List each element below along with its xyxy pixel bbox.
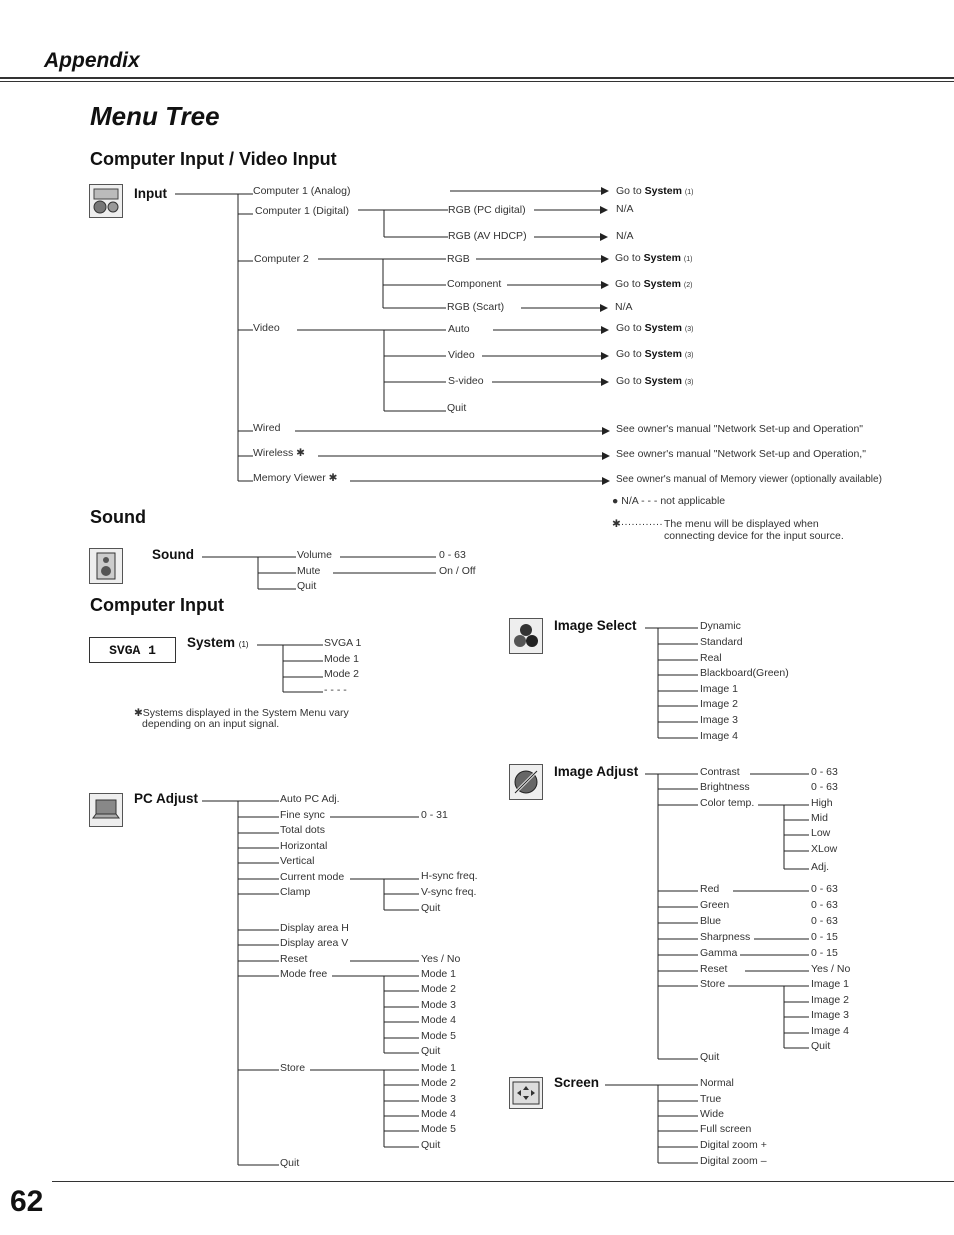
- result-analog: [616, 185, 693, 199]
- sound-menu-label: Sound: [152, 547, 194, 562]
- reset-value: Yes / No: [421, 953, 461, 965]
- contrast-value: 0 - 63: [811, 766, 838, 778]
- pc-adjust-item: Store: [280, 1062, 306, 1074]
- result-video: [616, 348, 693, 362]
- pc-adjust-item: Display area V: [280, 937, 349, 949]
- image-adjust-item: Quit: [700, 1051, 720, 1063]
- image-select-item: Image 2: [700, 698, 738, 710]
- system-label-text: System: [187, 635, 236, 650]
- comp2-sub-scart: RGB (Scart): [447, 301, 505, 313]
- image-select-item: Standard: [700, 636, 743, 648]
- system-display-text: SVGA 1: [109, 642, 156, 658]
- mode-free-sub: Mode 4: [421, 1014, 457, 1026]
- result-svideo-sub: (3): [684, 379, 694, 386]
- screen-menu-label: Screen: [554, 1075, 600, 1090]
- result-rgb-pre: Go to: [615, 252, 644, 264]
- store-sub: Mode 4: [421, 1108, 457, 1120]
- footer-rule: [52, 1181, 954, 1182]
- note-na: ● N/A - - - not applicable: [612, 495, 726, 507]
- result-component-bold: System: [643, 278, 681, 290]
- image-adjust-item: Blue: [700, 915, 722, 927]
- mode-free-sub: Mode 1: [421, 968, 457, 980]
- result-pc-digital: N/A: [616, 203, 634, 215]
- result-svideo: [616, 375, 693, 389]
- current-mode-sub: V-sync freq.: [421, 886, 477, 898]
- pc-adjust-item: Total dots: [280, 824, 325, 836]
- screen-item: Digital zoom –: [700, 1155, 767, 1167]
- digital-sub-pc: RGB (PC digital): [448, 204, 526, 216]
- screen-item: True: [700, 1093, 722, 1105]
- comp2-sub-component: Component: [447, 278, 502, 290]
- pc-adjust-item: Mode free: [280, 968, 328, 980]
- image-select-item: Blackboard(Green): [700, 667, 789, 679]
- result-analog-sub: (1): [684, 189, 694, 196]
- green-value: 0 - 63: [811, 899, 838, 911]
- result-video-bold: System: [644, 348, 682, 360]
- sound-value-mute: On / Off: [439, 565, 476, 577]
- image-store-sub: Image 2: [811, 994, 849, 1006]
- image-store-sub: Image 3: [811, 1009, 849, 1021]
- result-component-pre: Go to: [615, 278, 644, 290]
- result-video-sub: (3): [684, 352, 694, 359]
- system-display-box: [89, 637, 176, 663]
- pc-adjust-label: PC Adjust: [134, 791, 198, 806]
- image-select-item: Image 1: [700, 683, 738, 695]
- store-sub: Quit: [421, 1139, 441, 1151]
- result-auto-sub: (3): [684, 326, 694, 333]
- input-item-memory-viewer: Memory Viewer ✱: [253, 472, 338, 484]
- red-value: 0 - 63: [811, 883, 838, 895]
- note-asterisk-mark: ✱············: [612, 518, 663, 530]
- sound-value-volume: 0 - 63: [439, 549, 466, 561]
- pc-adjust-item: Fine sync: [280, 809, 325, 821]
- input-menu-icon: [89, 184, 123, 218]
- mode-free-sub: Mode 2: [421, 983, 457, 995]
- result-auto-bold: System: [644, 322, 682, 334]
- pc-adjust-item: Clamp: [280, 886, 311, 898]
- result-scart: N/A: [615, 301, 633, 313]
- image-adjust-item: Color temp.: [700, 797, 755, 809]
- video-sub-video: Video: [448, 349, 475, 361]
- image-select-icon: [509, 618, 543, 654]
- input-item-computer1-analog: Computer 1 (Analog): [253, 185, 351, 197]
- blue-value: 0 - 63: [811, 915, 838, 927]
- appendix-heading: Appendix: [44, 49, 140, 72]
- input-item-wireless: Wireless ✱: [253, 447, 305, 459]
- mode-free-sub: Quit: [421, 1045, 441, 1057]
- section-heading-sound: Sound: [90, 507, 146, 527]
- pc-adjust-item: Display area H: [280, 922, 349, 934]
- note-asterisk-line1: The menu will be displayed when: [664, 518, 819, 530]
- current-mode-sub: Quit: [421, 902, 441, 914]
- result-video-pre: Go to: [616, 348, 645, 360]
- pc-adjust-item: Current mode: [280, 871, 345, 883]
- store-sub: Mode 3: [421, 1093, 457, 1105]
- section-heading-computer-video: Computer Input / Video Input: [90, 149, 337, 169]
- screen-icon: [509, 1077, 543, 1109]
- pc-adjust-item: Horizontal: [280, 840, 328, 852]
- input-item-computer1-digital: Computer 1 (Digital): [255, 205, 349, 217]
- result-auto: [616, 322, 693, 336]
- store-sub: Mode 1: [421, 1062, 457, 1074]
- video-sub-quit: Quit: [447, 402, 467, 414]
- section-heading-computer-input: Computer Input: [90, 595, 224, 615]
- result-av-hdcp: N/A: [616, 230, 634, 242]
- input-item-video: Video: [253, 322, 280, 334]
- input-item-computer2: Computer 2: [254, 253, 309, 265]
- note-system-line2: depending on an input signal.: [142, 718, 280, 730]
- pc-adjust-item: Auto PC Adj.: [280, 793, 340, 805]
- system-menu-label: [187, 635, 249, 650]
- screen-item: Wide: [700, 1108, 724, 1120]
- result-wireless: See owner's manual "Network Set-up and Operation,": [616, 448, 866, 460]
- image-adjust-icon: [509, 764, 543, 800]
- image-store-sub: Quit: [811, 1040, 831, 1052]
- page-title: Menu Tree: [90, 101, 220, 131]
- image-adjust-item: Red: [700, 883, 720, 895]
- brightness-value: 0 - 63: [811, 781, 838, 793]
- page-number: 62: [10, 1185, 44, 1218]
- result-component: [615, 278, 692, 292]
- image-adjust-label: Image Adjust: [554, 764, 639, 779]
- result-auto-pre: Go to: [616, 322, 645, 334]
- image-adjust-item: Green: [700, 899, 730, 911]
- result-wired: See owner's manual "Network Set-up and Operation": [616, 423, 864, 435]
- note-system-line1: ✱Systems displayed in the System Menu vary: [134, 707, 349, 719]
- image-adjust-item: Brightness: [700, 781, 750, 793]
- image-adjust-item: Gamma: [700, 947, 738, 959]
- screen-item: Normal: [700, 1077, 734, 1089]
- image-store-sub: Image 1: [811, 978, 849, 990]
- image-select-item: Dynamic: [700, 620, 741, 632]
- result-rgb-sub: (1): [683, 256, 693, 263]
- system-item-mode2: Mode 2: [324, 668, 360, 680]
- digital-sub-av: RGB (AV HDCP): [448, 230, 527, 242]
- image-select-item: Image 3: [700, 714, 738, 726]
- image-adjust-item: Contrast: [700, 766, 740, 778]
- laptop-icon: [89, 793, 123, 827]
- sound-item-mute: Mute: [297, 565, 321, 577]
- result-rgb-bold: System: [643, 252, 681, 264]
- color-temp-sub: Mid: [811, 812, 828, 824]
- result-analog-bold: System: [644, 185, 682, 197]
- note-asterisk-line2: connecting device for the input source.: [664, 530, 844, 542]
- video-sub-auto: Auto: [448, 323, 470, 335]
- image-store-sub: Image 4: [811, 1025, 849, 1037]
- image-select-label: Image Select: [554, 618, 637, 633]
- result-component-sub: (2): [683, 282, 693, 289]
- store-sub: Mode 5: [421, 1123, 457, 1135]
- input-menu-label: Input: [134, 186, 167, 201]
- system-label-sub: (1): [238, 640, 249, 649]
- screen-item: Digital zoom +: [700, 1139, 767, 1151]
- store-sub: Mode 2: [421, 1077, 457, 1089]
- pc-adjust-item: Vertical: [280, 855, 315, 867]
- system-item-more: - - - -: [324, 684, 347, 696]
- result-svideo-bold: System: [644, 375, 682, 387]
- image-adjust-item: Reset: [700, 963, 728, 975]
- result-analog-pre: Go to: [616, 185, 645, 197]
- comp2-sub-rgb: RGB: [447, 253, 470, 265]
- color-temp-sub: XLow: [811, 843, 838, 855]
- sound-item-quit: Quit: [297, 580, 317, 592]
- mode-free-sub: Mode 3: [421, 999, 457, 1011]
- reset-value: Yes / No: [811, 963, 851, 975]
- screen-item: Full screen: [700, 1123, 752, 1135]
- pc-adjust-item: Reset: [280, 953, 308, 965]
- image-select-item: Real: [700, 652, 722, 664]
- fine-sync-value: 0 - 31: [421, 809, 448, 821]
- result-svideo-pre: Go to: [616, 375, 645, 387]
- system-item-mode1: Mode 1: [324, 653, 360, 665]
- image-adjust-item: Store: [700, 978, 726, 990]
- color-temp-sub: High: [811, 797, 833, 809]
- pc-adjust-item: Quit: [280, 1157, 300, 1169]
- input-item-wired: Wired: [253, 422, 281, 434]
- speaker-icon: [89, 548, 123, 584]
- gamma-value: 0 - 15: [811, 947, 838, 959]
- image-adjust-item: Sharpness: [700, 931, 751, 943]
- mode-free-sub: Mode 5: [421, 1030, 457, 1042]
- image-select-item: Image 4: [700, 730, 738, 742]
- current-mode-sub: H-sync freq.: [421, 870, 478, 882]
- video-sub-svideo: S-video: [448, 375, 484, 387]
- result-memory: See owner's manual of Memory viewer (optionally available): [616, 474, 882, 485]
- system-item-svga1: SVGA 1: [324, 637, 362, 649]
- sharpness-value: 0 - 15: [811, 931, 838, 943]
- result-rgb: [615, 252, 692, 266]
- color-temp-sub: Low: [811, 827, 831, 839]
- sound-item-volume: Volume: [297, 549, 333, 561]
- color-temp-sub: Adj.: [811, 861, 830, 873]
